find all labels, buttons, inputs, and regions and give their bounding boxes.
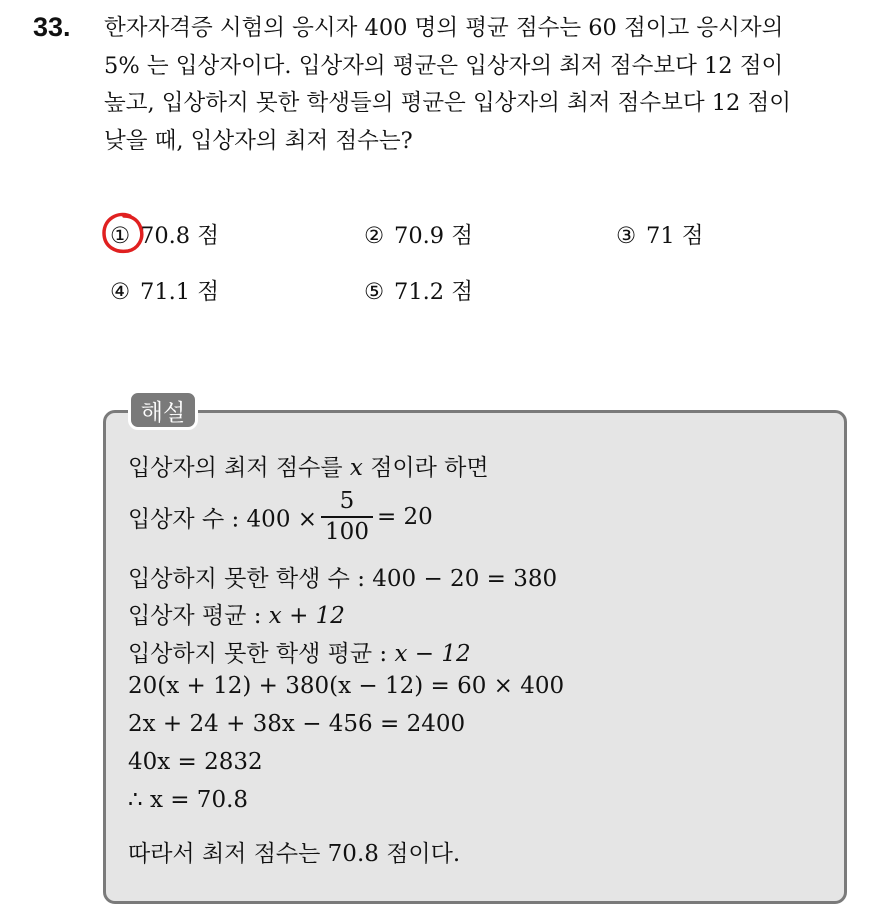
solution-line-3: 입상하지 못한 학생 수 : 400 − 20 = 380 [128, 566, 558, 592]
choice-2-text: 70.9 점 [394, 223, 473, 249]
choice-3[interactable] [616, 218, 704, 250]
choice-3-text: 71 점 [646, 223, 704, 249]
solution-line-7: 2x + 24 + 38x − 456 = 2400 [128, 711, 466, 737]
choice-2-mark: ② [364, 223, 385, 249]
choice-2[interactable] [364, 218, 473, 250]
solution-line-1: 입상자의 최저 점수를 x 점이라 하면 [128, 455, 489, 481]
choice-5[interactable] [364, 274, 473, 306]
choice-5-text: 71.2 점 [394, 279, 473, 305]
solution-tab: 해설 [128, 390, 198, 430]
question-line: 높고, 입상하지 못한 학생들의 평균은 입상자의 최저 점수보다 12 점이 [104, 90, 791, 116]
choice-4-mark: ④ [110, 279, 131, 305]
solution-line-4: 입상자 평균 : x + 12 [128, 603, 345, 629]
solution-line-6: 20(x + 12) + 380(x − 12) = 60 × 400 [128, 673, 565, 699]
solution-line-10: 따라서 최저 점수는 70.8 점이다. [128, 841, 461, 867]
solution-line-8: 40x = 2832 [128, 749, 263, 775]
choice-5-mark: ⑤ [364, 279, 385, 305]
fraction: $\frac{5}{100}$ [321, 490, 373, 544]
question-line: 5% 는 입상자이다. 입상자의 평균은 입상자의 최저 점수보다 12 점이 [104, 52, 784, 79]
choice-1-mark: ① [110, 223, 131, 249]
selected-answer-circle-icon [100, 211, 146, 255]
solution-line-2: 입상자 수 : 400 × $\frac{5}{100}$ = 20 [128, 488, 433, 545]
solution-line-5: 입상하지 못한 학생 평균 : x − 12 [128, 641, 471, 667]
question-line: 한자자격증 시험의 응시자 400 명의 평균 점수는 60 점이고 응시자의 [104, 15, 784, 41]
solution-line-9: ∴ x = 70.8 [128, 787, 249, 813]
choice-4-text: 71.1 점 [140, 279, 219, 305]
question-line: 낮을 때, 입상자의 최저 점수는? [104, 127, 413, 154]
choice-4[interactable] [110, 274, 219, 306]
question-text [104, 10, 864, 160]
choice-1-text: 70.8 점 [140, 223, 219, 249]
choice-3-mark: ③ [616, 223, 637, 249]
question-number: 33. [33, 12, 71, 42]
